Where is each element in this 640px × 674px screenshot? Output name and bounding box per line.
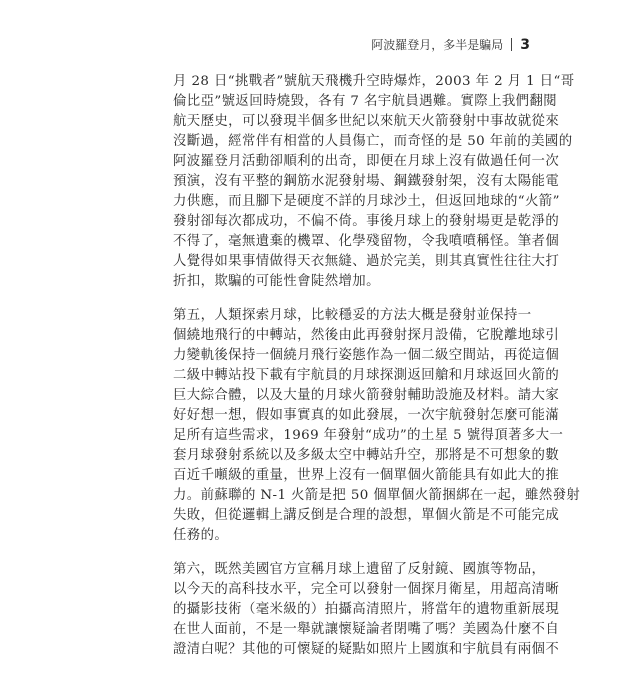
text-line: 阿波羅登月活動卻順利的出奇，即便在月球上沒有做過任何一次 [173,154,560,169]
text-line: 以今天的高科技水平，完全可以發射一個探月衛星，用超高清晰 [173,582,560,597]
text-line: 證清白呢？其他的可懷疑的疑點如照片上國旗和宇航員有兩個不 [173,642,560,657]
text-line: 失敗，但從邏輯上講反倒是合理的設想，單個火箭是不可能完成 [173,508,560,523]
text-line: 的攝影技術（毫米級的）拍攝高清照片，將當年的遺物重新展現 [173,602,560,617]
text-line: 足所有這些需求，1969 年發射“成功”的土星 5 號得頂著多大一 [173,428,564,443]
text-line: 二級中轉站投下載有宇航員的月球探測返回艙和月球返回火箭的 [173,368,560,383]
text-line: 巨大綜合體，以及大量的月球火箭發射輔助設施及材料。請大家 [173,388,560,403]
paragraph [173,306,581,546]
paragraph [173,72,575,292]
text-line: 沒斷過，經常伴有相當的人員傷亡，而奇怪的是 50 年前的美國的 [173,134,573,149]
text-line: 力供應，而且腳下是硬度不詳的月球沙土，但返回地球的“火箭” [173,194,560,209]
body-text [173,72,581,674]
text-line: 任務的。 [173,528,229,543]
text-line: 倫比亞”號返回時燒毀，各有 7 名宇航員遇難。實際上我們翻閱 [173,94,558,109]
text-line: 發射卻每次都成功，不偏不倚。事後月球上的發射場更是乾淨的 [173,214,560,229]
text-line: 個繞地飛行的中轉站，然後由此再發射探月設備，它脫離地球引 [173,328,560,343]
text-line: 力。前蘇聯的 N-1 火箭是把 50 個單個火箭捆綁在一起，雖然發射 [173,488,581,503]
paragraph [173,560,560,660]
text-line: 百近千噸級的重量，世界上沒有一個單個火箭能具有如此大的推 [173,468,560,483]
running-title: 阿波羅登月，多半是騙局 [371,38,504,52]
text-line: 套月球發射系統以及多級太空中轉站升空，那將是不可想象的數 [173,448,560,463]
header-divider [511,38,512,51]
text-line: 折扣，欺騙的可能性會陡然增加。 [173,274,380,289]
running-header [371,36,530,53]
text-line: 月 28 日“挑戰者”號航天飛機升空時爆炸，2003 年 2 月 1 日“哥 [173,74,575,89]
text-line: 不得了，毫無遺棄的機罩、化學殘留物，令我噴噴稱怪。筆者個 [173,234,560,249]
text-line: 好好想一想，假如事實真的如此發展，一次宇航發射怎麼可能滿 [173,408,560,423]
text-line: 預演，沒有平整的鋼筋水泥發射場、鋼鐵發射架，沒有太陽能電 [173,174,560,189]
text-line: 航天歷史，可以發現半個多世紀以來航天火箭發射中事故就從來 [173,114,560,129]
page-number: 3 [520,36,530,53]
text-line: 力變軌後保持一個繞月飛行姿態作為一個二級空間站，再從這個 [173,348,560,363]
text-line: 第六，既然美國官方宣稱月球上遺留了反射鏡、國旗等物品， [173,562,546,577]
text-line: 第五，人類探索月球，比較穩妥的方法大概是發射並保持一 [173,308,532,323]
text-line: 在世人面前，不是一舉就讓懷疑論者閉嘴了嗎？美國為什麼不自 [173,622,560,637]
text-line: 人覺得如果事情做得天衣無縫、過於完美，則其真實性往往大打 [173,254,560,269]
